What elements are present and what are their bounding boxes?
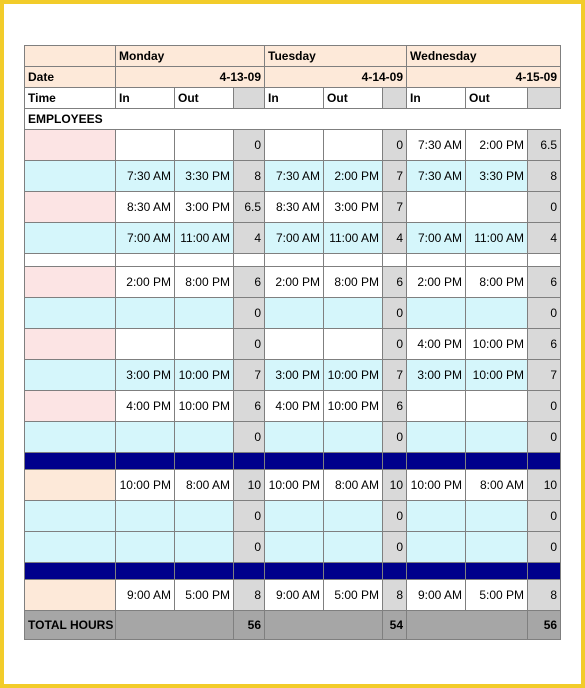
hours-cell-tuesday[interactable]: 7 <box>383 360 407 391</box>
hours-cell-tuesday[interactable]: 0 <box>383 298 407 329</box>
hours-cell-tuesday[interactable]: 10 <box>383 470 407 501</box>
day-wednesday[interactable]: Wednesday <box>407 46 561 67</box>
employee-name-cell[interactable] <box>25 161 116 192</box>
divider-cell[interactable] <box>383 453 407 470</box>
hours-cell-wednesday[interactable]: 0 <box>528 391 561 422</box>
out-cell-wednesday[interactable] <box>466 391 528 422</box>
out-cell-tuesday[interactable]: 8:00 AM <box>324 470 383 501</box>
date-tuesday[interactable]: 4-14-09 <box>265 67 407 88</box>
out-cell-wednesday[interactable] <box>466 501 528 532</box>
out-cell-monday[interactable]: 5:00 PM <box>175 580 234 611</box>
table-row <box>25 130 561 161</box>
hours-cell-monday[interactable]: 8 <box>234 580 265 611</box>
out-cell-monday[interactable]: 11:00 AM <box>175 223 234 254</box>
hours-cell-wednesday[interactable]: 6 <box>528 329 561 360</box>
employee-name-cell[interactable] <box>25 298 116 329</box>
hours-cell-monday[interactable]: 6 <box>234 267 265 298</box>
employee-name-cell[interactable] <box>25 391 116 422</box>
divider-cell[interactable] <box>324 254 383 267</box>
in-cell-tuesday[interactable]: 10:00 PM <box>265 470 324 501</box>
divider-cell[interactable] <box>383 254 407 267</box>
hours-cell-wednesday[interactable]: 6 <box>528 267 561 298</box>
hours-cell-monday[interactable]: 10 <box>234 470 265 501</box>
employee-name-cell[interactable] <box>25 360 116 391</box>
hours-cell-monday[interactable]: 0 <box>234 130 265 161</box>
employee-name-cell[interactable] <box>25 130 116 161</box>
in-cell-tuesday[interactable] <box>265 532 324 563</box>
hours-cell-tuesday[interactable]: 0 <box>383 329 407 360</box>
divider-cell[interactable] <box>407 563 466 580</box>
hours-cell-monday[interactable]: 6.5 <box>234 192 265 223</box>
in-header-tuesday[interactable]: In <box>265 88 324 109</box>
in-cell-wednesday[interactable] <box>407 298 466 329</box>
table-row <box>25 329 561 360</box>
out-cell-tuesday[interactable]: 11:00 AM <box>324 223 383 254</box>
divider-cell[interactable] <box>466 563 528 580</box>
day-tuesday[interactable]: Tuesday <box>265 46 407 67</box>
in-cell-wednesday[interactable] <box>407 422 466 453</box>
in-cell-wednesday[interactable]: 9:00 AM <box>407 580 466 611</box>
hours-cell-tuesday[interactable]: 0 <box>383 422 407 453</box>
out-cell-tuesday[interactable]: 5:00 PM <box>324 580 383 611</box>
out-header-tuesday[interactable]: Out <box>324 88 383 109</box>
hours-header-tuesday[interactable] <box>383 88 407 109</box>
out-cell-tuesday[interactable]: 8:00 PM <box>324 267 383 298</box>
in-cell-tuesday[interactable] <box>265 298 324 329</box>
hours-cell-wednesday[interactable]: 0 <box>528 422 561 453</box>
in-cell-tuesday[interactable]: 4:00 PM <box>265 391 324 422</box>
hours-cell-monday[interactable]: 4 <box>234 223 265 254</box>
divider-cell[interactable] <box>265 563 324 580</box>
divider-cell[interactable] <box>116 254 175 267</box>
out-cell-monday[interactable] <box>175 422 234 453</box>
out-cell-wednesday[interactable]: 5:00 PM <box>466 580 528 611</box>
employee-name-cell[interactable] <box>25 470 116 501</box>
divider-cell[interactable] <box>116 563 175 580</box>
in-cell-monday[interactable] <box>116 422 175 453</box>
hours-cell-wednesday[interactable]: 7 <box>528 360 561 391</box>
date-label[interactable]: Date <box>25 67 116 88</box>
in-cell-monday[interactable] <box>116 532 175 563</box>
in-cell-wednesday[interactable]: 3:00 PM <box>407 360 466 391</box>
in-cell-tuesday[interactable]: 7:30 AM <box>265 161 324 192</box>
hours-cell-wednesday[interactable]: 4 <box>528 223 561 254</box>
date-monday[interactable]: 4-13-09 <box>116 67 265 88</box>
total-spacer-tuesday[interactable] <box>265 611 383 640</box>
in-cell-tuesday[interactable] <box>265 130 324 161</box>
in-cell-wednesday[interactable] <box>407 391 466 422</box>
out-cell-wednesday[interactable] <box>466 422 528 453</box>
employee-name-cell[interactable] <box>25 267 116 298</box>
out-cell-wednesday[interactable]: 8:00 PM <box>466 267 528 298</box>
hours-cell-tuesday[interactable]: 8 <box>383 580 407 611</box>
out-cell-tuesday[interactable] <box>324 298 383 329</box>
in-cell-wednesday[interactable]: 7:30 AM <box>407 161 466 192</box>
out-cell-monday[interactable]: 3:00 PM <box>175 192 234 223</box>
in-cell-wednesday[interactable]: 10:00 PM <box>407 470 466 501</box>
out-cell-tuesday[interactable] <box>324 329 383 360</box>
in-cell-wednesday[interactable]: 7:00 AM <box>407 223 466 254</box>
hours-cell-tuesday[interactable]: 0 <box>383 532 407 563</box>
hours-cell-wednesday[interactable]: 8 <box>528 161 561 192</box>
total-hours-row <box>25 611 561 640</box>
out-cell-wednesday[interactable]: 2:00 PM <box>466 130 528 161</box>
time-row <box>25 88 561 109</box>
day-monday[interactable]: Monday <box>116 46 265 67</box>
employee-name-cell[interactable] <box>25 329 116 360</box>
blank-row <box>25 254 561 267</box>
in-cell-wednesday[interactable] <box>407 501 466 532</box>
in-cell-wednesday[interactable]: 2:00 PM <box>407 267 466 298</box>
in-cell-monday[interactable]: 9:00 AM <box>116 580 175 611</box>
divider-cell[interactable] <box>175 453 234 470</box>
employee-name-cell[interactable] <box>25 580 116 611</box>
employee-name-cell[interactable] <box>25 223 116 254</box>
out-cell-tuesday[interactable] <box>324 532 383 563</box>
out-cell-wednesday[interactable]: 11:00 AM <box>466 223 528 254</box>
in-cell-tuesday[interactable]: 8:30 AM <box>265 192 324 223</box>
in-cell-monday[interactable]: 3:00 PM <box>116 360 175 391</box>
employees-label[interactable]: EMPLOYEES <box>25 109 561 130</box>
divider-cell[interactable] <box>407 254 466 267</box>
out-cell-tuesday[interactable] <box>324 501 383 532</box>
in-cell-tuesday[interactable] <box>265 329 324 360</box>
divider-cell[interactable] <box>324 563 383 580</box>
timesheet-table <box>24 45 561 640</box>
out-cell-monday[interactable] <box>175 329 234 360</box>
in-cell-tuesday[interactable]: 2:00 PM <box>265 267 324 298</box>
in-cell-monday[interactable] <box>116 130 175 161</box>
hours-cell-tuesday[interactable]: 0 <box>383 501 407 532</box>
hours-cell-wednesday[interactable]: 0 <box>528 298 561 329</box>
out-cell-monday[interactable]: 3:30 PM <box>175 161 234 192</box>
table-row <box>25 267 561 298</box>
table-row <box>25 298 561 329</box>
hours-cell-wednesday[interactable]: 0 <box>528 501 561 532</box>
divider-cell[interactable] <box>466 453 528 470</box>
out-cell-wednesday[interactable]: 10:00 PM <box>466 360 528 391</box>
out-cell-tuesday[interactable] <box>324 130 383 161</box>
out-cell-monday[interactable] <box>175 501 234 532</box>
hours-cell-wednesday[interactable]: 0 <box>528 532 561 563</box>
out-cell-wednesday[interactable]: 8:00 AM <box>466 470 528 501</box>
in-cell-monday[interactable]: 7:30 AM <box>116 161 175 192</box>
hours-cell-tuesday[interactable]: 6 <box>383 391 407 422</box>
hours-cell-tuesday[interactable]: 0 <box>383 130 407 161</box>
hours-cell-tuesday[interactable]: 4 <box>383 223 407 254</box>
divider-cell[interactable] <box>383 563 407 580</box>
hours-header-monday[interactable] <box>234 88 265 109</box>
divider-cell[interactable] <box>175 563 234 580</box>
hours-cell-monday[interactable]: 7 <box>234 360 265 391</box>
divider-cell[interactable] <box>265 453 324 470</box>
hours-cell-monday[interactable]: 0 <box>234 501 265 532</box>
in-cell-tuesday[interactable] <box>265 422 324 453</box>
hours-cell-wednesday[interactable]: 8 <box>528 580 561 611</box>
section-divider <box>25 453 561 470</box>
total-hours-wednesday[interactable]: 56 <box>528 611 561 640</box>
in-header-monday[interactable]: In <box>116 88 175 109</box>
hours-cell-monday[interactable]: 0 <box>234 422 265 453</box>
in-cell-wednesday[interactable] <box>407 532 466 563</box>
hours-cell-wednesday[interactable]: 6.5 <box>528 130 561 161</box>
total-spacer-wednesday[interactable] <box>407 611 528 640</box>
divider-cell[interactable] <box>175 254 234 267</box>
in-cell-wednesday[interactable] <box>407 192 466 223</box>
table-row <box>25 422 561 453</box>
employees-row <box>25 109 561 130</box>
divider-cell[interactable] <box>234 254 265 267</box>
divider-cell[interactable] <box>528 563 561 580</box>
divider-cell[interactable] <box>234 453 265 470</box>
divider-cell[interactable] <box>466 254 528 267</box>
in-header-wednesday[interactable]: In <box>407 88 466 109</box>
hours-cell-wednesday[interactable]: 10 <box>528 470 561 501</box>
employee-name-cell[interactable] <box>25 501 116 532</box>
in-cell-tuesday[interactable]: 3:00 PM <box>265 360 324 391</box>
table-row <box>25 192 561 223</box>
out-cell-tuesday[interactable]: 10:00 PM <box>324 360 383 391</box>
in-cell-monday[interactable] <box>116 298 175 329</box>
divider-cell[interactable] <box>528 254 561 267</box>
out-cell-monday[interactable]: 10:00 PM <box>175 360 234 391</box>
in-cell-monday[interactable]: 2:00 PM <box>116 267 175 298</box>
out-cell-wednesday[interactable] <box>466 532 528 563</box>
table-row <box>25 580 561 611</box>
date-wednesday[interactable]: 4-15-09 <box>407 67 561 88</box>
total-hours-tuesday[interactable]: 54 <box>383 611 407 640</box>
hours-cell-tuesday[interactable]: 7 <box>383 161 407 192</box>
date-row <box>25 67 561 88</box>
hours-cell-monday[interactable]: 0 <box>234 298 265 329</box>
out-cell-monday[interactable]: 8:00 PM <box>175 267 234 298</box>
day-header-row <box>25 46 561 67</box>
divider-cell[interactable] <box>25 563 116 580</box>
in-cell-tuesday[interactable]: 9:00 AM <box>265 580 324 611</box>
out-cell-tuesday[interactable] <box>324 422 383 453</box>
in-cell-monday[interactable]: 10:00 PM <box>116 470 175 501</box>
out-cell-tuesday[interactable]: 10:00 PM <box>324 391 383 422</box>
out-header-monday[interactable]: Out <box>175 88 234 109</box>
time-label[interactable]: Time <box>25 88 116 109</box>
section-divider <box>25 563 561 580</box>
hours-cell-tuesday[interactable]: 7 <box>383 192 407 223</box>
out-cell-tuesday[interactable]: 2:00 PM <box>324 161 383 192</box>
in-cell-monday[interactable]: 8:30 AM <box>116 192 175 223</box>
divider-cell[interactable] <box>265 254 324 267</box>
hours-header-wednesday[interactable] <box>528 88 561 109</box>
employee-name-cell[interactable] <box>25 422 116 453</box>
divider-cell[interactable] <box>234 563 265 580</box>
hours-cell-monday[interactable]: 0 <box>234 329 265 360</box>
table-row <box>25 223 561 254</box>
table-row <box>25 501 561 532</box>
hours-cell-wednesday[interactable]: 0 <box>528 192 561 223</box>
total-hours-monday[interactable]: 56 <box>234 611 265 640</box>
in-cell-monday[interactable] <box>116 501 175 532</box>
total-hours-label[interactable]: TOTAL HOURS <box>25 611 116 640</box>
out-cell-wednesday[interactable] <box>466 298 528 329</box>
total-spacer-monday[interactable] <box>116 611 234 640</box>
hours-cell-monday[interactable]: 0 <box>234 532 265 563</box>
employee-name-cell[interactable] <box>25 532 116 563</box>
in-cell-monday[interactable]: 7:00 AM <box>116 223 175 254</box>
in-cell-tuesday[interactable]: 7:00 AM <box>265 223 324 254</box>
hours-cell-monday[interactable]: 8 <box>234 161 265 192</box>
out-cell-wednesday[interactable]: 10:00 PM <box>466 329 528 360</box>
out-header-wednesday[interactable]: Out <box>466 88 528 109</box>
table-row <box>25 360 561 391</box>
out-cell-monday[interactable] <box>175 298 234 329</box>
in-cell-wednesday[interactable]: 7:30 AM <box>407 130 466 161</box>
divider-cell[interactable] <box>324 453 383 470</box>
divider-cell[interactable] <box>116 453 175 470</box>
out-cell-wednesday[interactable]: 3:30 PM <box>466 161 528 192</box>
divider-cell[interactable] <box>528 453 561 470</box>
out-cell-monday[interactable] <box>175 532 234 563</box>
out-cell-tuesday[interactable]: 3:00 PM <box>324 192 383 223</box>
in-cell-wednesday[interactable]: 4:00 PM <box>407 329 466 360</box>
table-row <box>25 391 561 422</box>
table-row <box>25 161 561 192</box>
divider-cell[interactable] <box>25 254 116 267</box>
table-row <box>25 470 561 501</box>
in-cell-tuesday[interactable] <box>265 501 324 532</box>
in-cell-monday[interactable] <box>116 329 175 360</box>
out-cell-monday[interactable]: 10:00 PM <box>175 391 234 422</box>
table-row <box>25 532 561 563</box>
out-cell-monday[interactable]: 8:00 AM <box>175 470 234 501</box>
employee-name-cell[interactable] <box>25 192 116 223</box>
corner-cell[interactable] <box>25 46 116 67</box>
divider-cell[interactable] <box>25 453 116 470</box>
out-cell-monday[interactable] <box>175 130 234 161</box>
out-cell-wednesday[interactable] <box>466 192 528 223</box>
hours-cell-monday[interactable]: 6 <box>234 391 265 422</box>
in-cell-monday[interactable]: 4:00 PM <box>116 391 175 422</box>
divider-cell[interactable] <box>407 453 466 470</box>
hours-cell-tuesday[interactable]: 6 <box>383 267 407 298</box>
